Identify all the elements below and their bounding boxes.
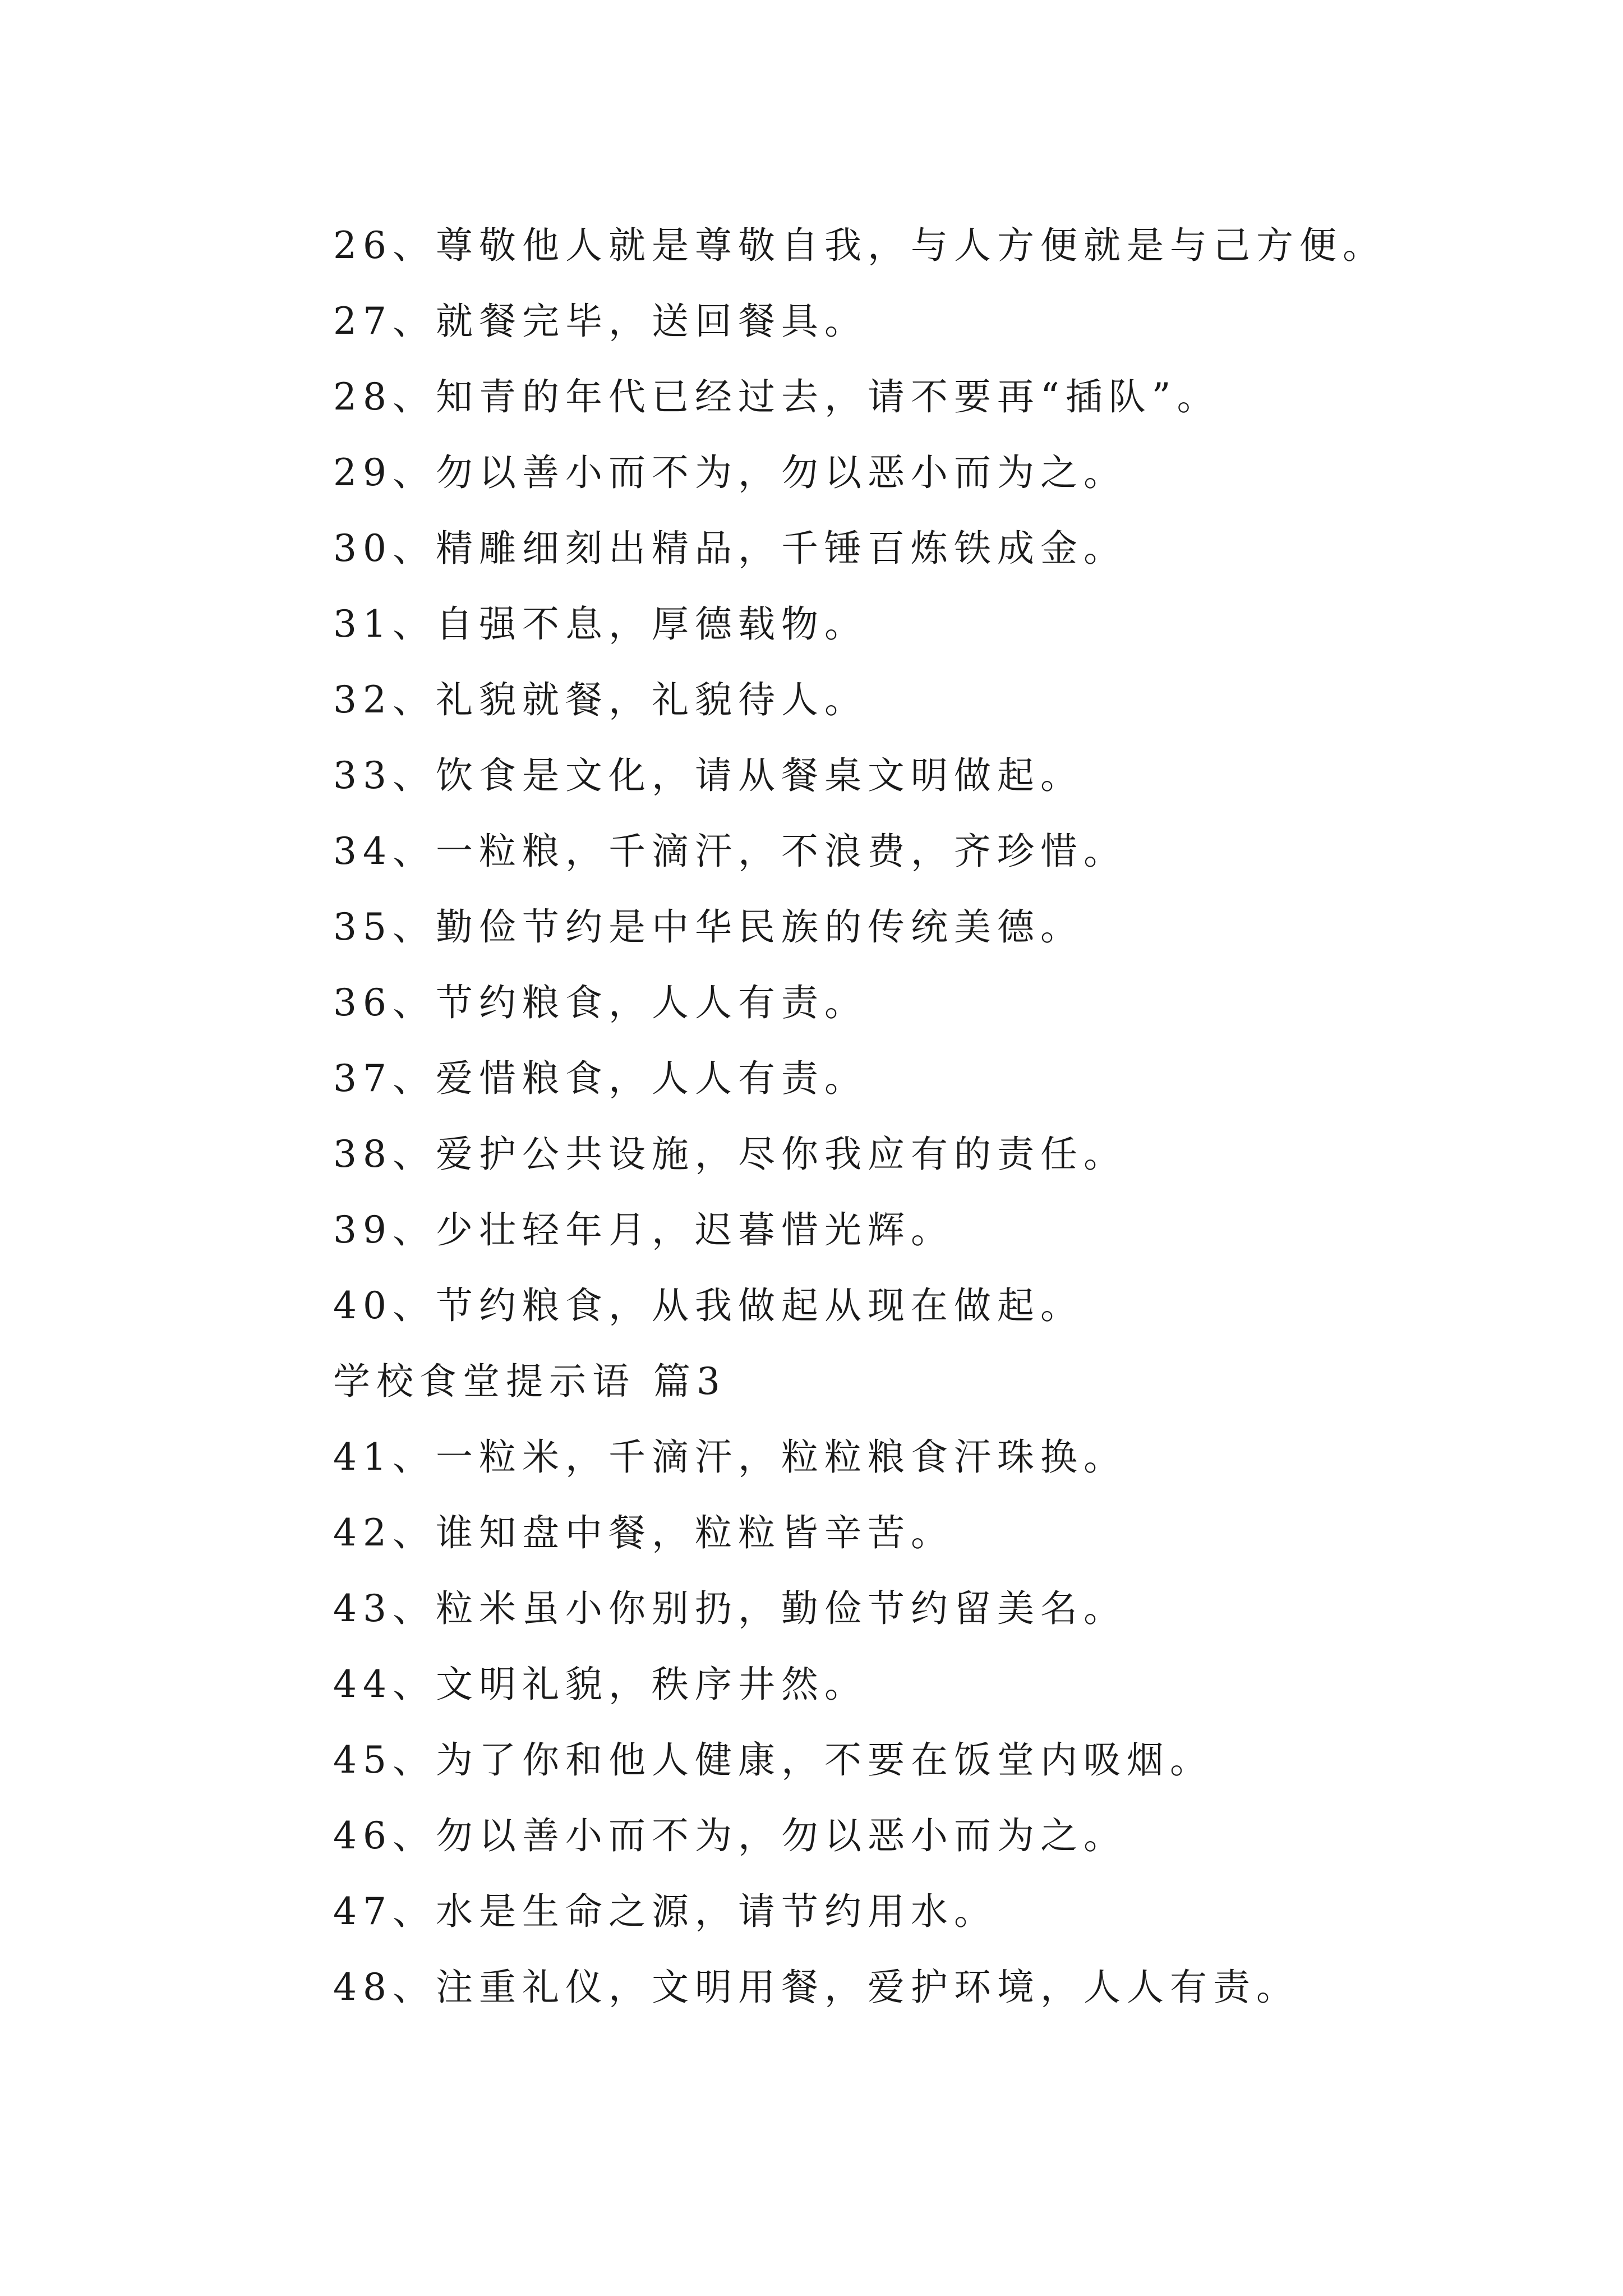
list-item: 43、粒米虽小你别扔，勤俭节约留美名。 [333, 1587, 1127, 1630]
list-item: 46、勿以善小而不为，勿以恶小而为之。 [333, 1814, 1127, 1857]
list-item: 41、一粒米，千滴汗，粒粒粮食汗珠换。 [333, 1435, 1127, 1479]
list-item: 35、勤俭节约是中华民族的传统美德。 [333, 905, 1083, 949]
list-item: 26、尊敬他人就是尊敬自我，与人方便就是与己方便。 [333, 224, 1386, 267]
list-item: 38、爱护公共设施，尽你我应有的责任。 [333, 1133, 1127, 1176]
list-item: 36、节约粮食，人人有责。 [333, 981, 868, 1024]
list-item: 27、就餐完毕，送回餐具。 [333, 300, 868, 343]
list-item: 44、文明礼貌，秩序井然。 [333, 1663, 868, 1706]
list-item: 48、注重礼仪，文明用餐，爱护环境，人人有责。 [333, 1966, 1299, 2009]
list-item: 30、精雕细刻出精品，千锤百炼铁成金。 [333, 527, 1127, 570]
list-item: 28、知青的年代已经过去，请不要再“插队”。 [333, 375, 1220, 418]
document-body [333, 208, 1522, 2025]
list-item: 34、一粒粮，千滴汗，不浪费，齐珍惜。 [333, 830, 1127, 873]
list-item: 32、礼貌就餐，礼貌待人。 [333, 678, 868, 721]
list-item: 39、少壮轻年月，迟暮惜光辉。 [333, 1208, 954, 1251]
list-item: 42、谁知盘中餐，粒粒皆辛苦。 [333, 1511, 954, 1554]
list-item: 33、饮食是文化，请从餐桌文明做起。 [333, 754, 1083, 797]
list-item: 40、节约粮食，从我做起从现在做起。 [333, 1284, 1083, 1327]
list-item: 37、爱惜粮食，人人有责。 [333, 1057, 868, 1100]
list-item: 29、勿以善小而不为，勿以恶小而为之。 [333, 451, 1127, 494]
list-item: 31、自强不息，厚德载物。 [333, 602, 868, 646]
list-item: 47、水是生命之源，请节约用水。 [333, 1890, 997, 1933]
list-item: 45、为了你和他人健康，不要在饭堂内吸烟。 [333, 1738, 1213, 1782]
section-heading: 学校食堂提示语 篇3 [333, 1360, 726, 1403]
